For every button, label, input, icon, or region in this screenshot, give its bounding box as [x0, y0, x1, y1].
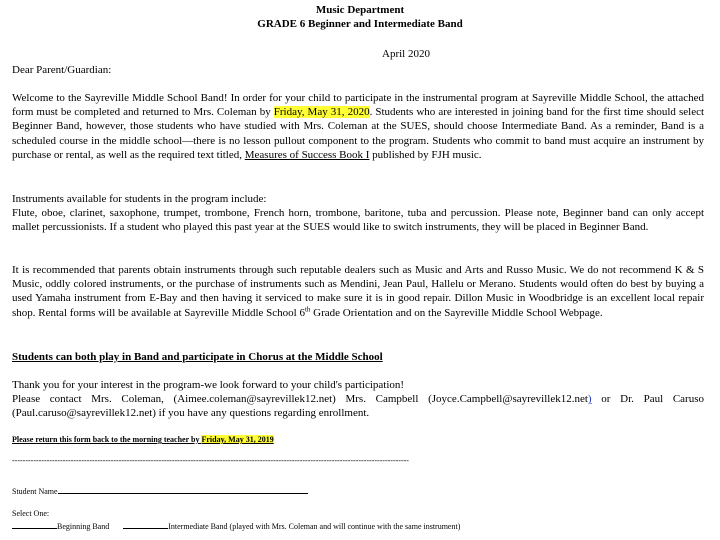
contact-link[interactable]: ): [587, 393, 592, 406]
instruments-body: Flute, oboe, clarinet, saxophone, trumpet, trombone, French horn, trombone, baritone, tuba and percussion. Please note, Beginner band can only accept mallet percussionists. If a student who played this past year at the SUES would like to switch instruments, they will be placed in Beginner Band.: [12, 207, 704, 234]
department-heading: Music Department: [315, 4, 405, 16]
intro-text-2: . Students who are interested in joining band for the first time should select Beginner Band, however, those students who have studied with Mrs. Coleman at the SUES, should choose Intermediate Band. As a reminder, Band is a scheduled course in the middle school—there is no lesson pullout component to the program. Students who commit to band must acquire an instrument by purchase or rental, as well as the required text titled,: [12, 106, 705, 161]
book-title: Measures of Success Book I: [244, 148, 370, 161]
return-text: Please return this form back to the morning teacher by: [12, 435, 202, 444]
select-one-label: Select One:: [12, 509, 50, 518]
dealers-text-1: It is recommended that parents obtain instruments through such reputable dealers such as Music and Arts and Russo Music. We do not recommend K & S Music, oddly colored instruments, or the purchase of instruments such as Mendini, Jean Paul, Hallelu or Merano. Students would often do best by buying a used Yamaha instrument from E-Bay and then having it serviced to make sure it is in good repair. Dillon Music in Woodbridge is an excellent local repair shop. Rental forms will be available at Sayreville Middle School 6: [12, 264, 704, 319]
beginning-band-option: Beginning Band: [57, 522, 110, 531]
student-name-label: Student Name: [12, 487, 58, 496]
student-name-row: [12, 484, 308, 497]
intro-paragraph: [12, 91, 704, 162]
dealers-text-2: Grade Orientation and on the Sayreville Middle School Webpage.: [310, 306, 603, 319]
letter-date: April 2020: [382, 48, 430, 60]
contact-text-1: Please contact Mrs. Coleman, (Aimee.coleman@sayrevillek12.net) Mrs. Campbell (Joyce.Campbell@sayrevillek12.net: [12, 393, 588, 406]
instruments-paragraph: [12, 192, 704, 235]
band-options-row: [12, 519, 460, 532]
instruments-heading: Instruments available for students in the program include:: [12, 193, 267, 205]
intro-due-date: Friday, May 31, 2020: [273, 106, 370, 119]
intro-text-1: Welcome to the Sayreville Middle School Band! In order for your child to participate in the instrumental program at Sayreville Middle School, the attached form must be completed and returned to Mrs. Coleman by: [12, 92, 704, 119]
contact-text: [12, 392, 704, 420]
student-name-field[interactable]: [58, 484, 308, 494]
beginning-band-blank[interactable]: [12, 519, 57, 529]
salutation: Dear Parent/Guardian:: [12, 64, 112, 76]
contact-text-2: or Dr. Paul Caruso (Paul.caruso@sayrevillek12.net) if you have any questions regarding enrollment.: [12, 393, 704, 420]
return-date: Friday, May 31, 2019: [201, 435, 274, 444]
intermediate-band-option: Intermediate Band (played with Mrs. Coleman and will continue with the same instrument): [168, 522, 461, 531]
thanks-paragraph: [12, 378, 704, 421]
dealers-superscript: th: [304, 304, 311, 313]
chorus-note: Students can both play in Band and participate in Chorus at the Middle School: [12, 351, 383, 363]
return-instruction: [12, 434, 274, 445]
cut-line: -----------------------------------------------------------------------------------------------------------------------------------------------------: [12, 456, 409, 465]
letter-title: GRADE 6 Beginner and Intermediate Band: [257, 18, 463, 30]
intro-text-3: published by FJH music.: [369, 148, 482, 161]
dealers-paragraph: [12, 263, 704, 320]
intermediate-band-blank[interactable]: [123, 519, 168, 529]
thanks-line: Thank you for your interest in the program-we look forward to your child's participation!: [12, 379, 405, 391]
